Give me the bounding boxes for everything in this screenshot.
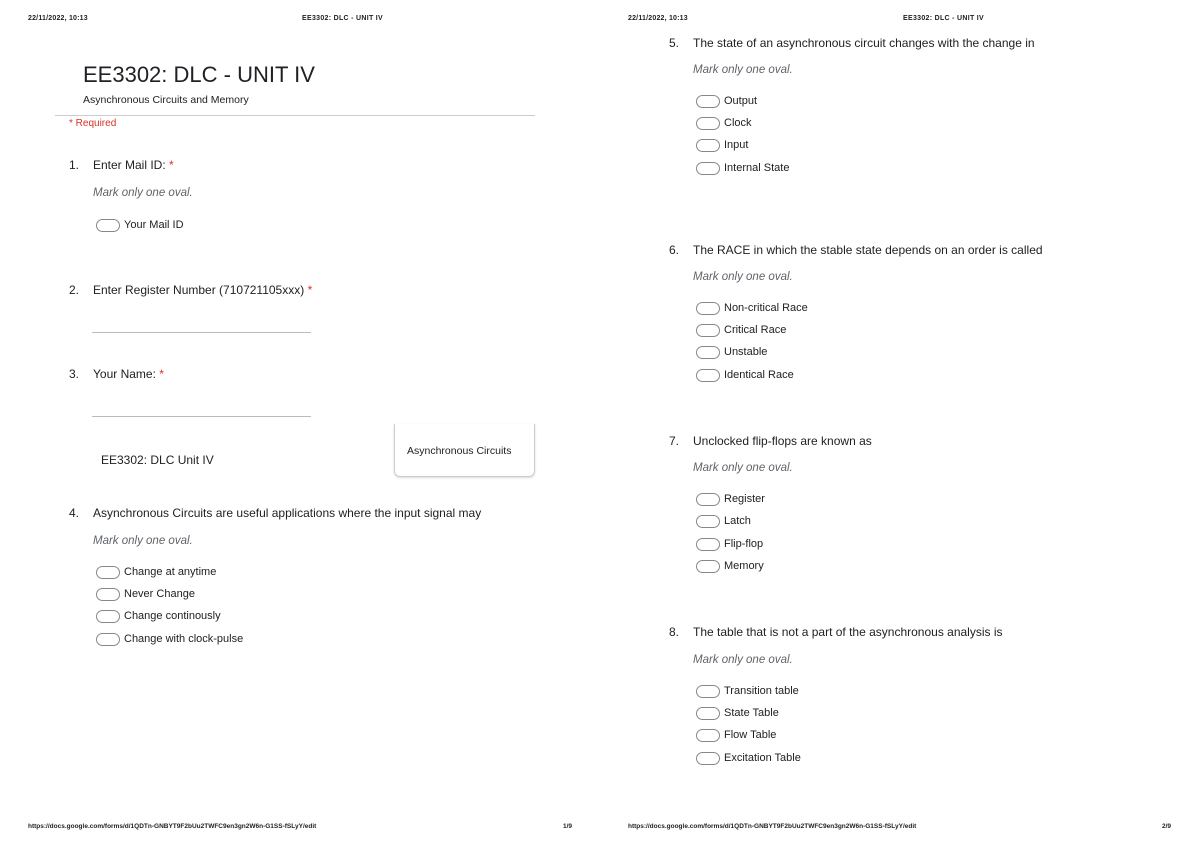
option-label: Latch bbox=[724, 515, 751, 527]
radio-oval[interactable] bbox=[696, 560, 720, 573]
radio-oval[interactable] bbox=[696, 685, 720, 698]
option-label: Critical Race bbox=[724, 324, 787, 336]
option-label: State Table bbox=[724, 707, 779, 719]
radio-oval[interactable] bbox=[696, 139, 720, 152]
header-date: 22/11/2022, 10:13 bbox=[628, 15, 688, 22]
option-label: Excitation Table bbox=[724, 752, 801, 764]
radio-oval[interactable] bbox=[696, 538, 720, 551]
form-title: EE3302: DLC - UNIT IV bbox=[83, 62, 315, 87]
radio-oval[interactable] bbox=[696, 346, 720, 359]
question-text: Asynchronous Circuits are useful applications where the input signal may bbox=[93, 506, 482, 520]
question-text: Unclocked flip-flops are known as bbox=[693, 434, 872, 448]
radio-oval[interactable] bbox=[696, 515, 720, 528]
question-text: Your Name: * bbox=[93, 367, 164, 381]
question-text: The state of an asynchronous circuit changes with the change in bbox=[693, 36, 1035, 50]
radio-oval[interactable] bbox=[696, 493, 720, 506]
required-note: * Required bbox=[69, 118, 117, 129]
question-5 bbox=[669, 36, 1119, 52]
register-number-field[interactable] bbox=[92, 332, 311, 333]
section-title: EE3302: DLC Unit IV bbox=[101, 453, 214, 467]
option-label: Transition table bbox=[724, 685, 799, 697]
option-label: Change with clock-pulse bbox=[124, 633, 244, 645]
option-label: Flow Table bbox=[724, 729, 777, 741]
footer-page-number: 1/9 bbox=[563, 823, 573, 830]
footer-url: https://docs.google.com/forms/d/1QDTn-GNBYT9F2bUu2TWFC9en3gn2W6n-G1SS-fSLyY/edit bbox=[628, 823, 917, 830]
question-8 bbox=[669, 625, 1119, 641]
question-number: 1. bbox=[69, 158, 80, 172]
radio-oval[interactable] bbox=[696, 369, 720, 382]
question-number: 8. bbox=[669, 625, 680, 639]
radio-oval[interactable] bbox=[696, 95, 720, 108]
section-box bbox=[394, 424, 535, 477]
radio-oval[interactable] bbox=[696, 324, 720, 337]
question-7 bbox=[669, 434, 1119, 450]
option-label: Non-critical Race bbox=[724, 302, 808, 314]
required-star: * bbox=[307, 283, 313, 297]
question-4 bbox=[69, 506, 519, 522]
radio-oval[interactable] bbox=[696, 302, 720, 315]
option-label: Your Mail ID bbox=[124, 219, 184, 231]
question-number: 2. bbox=[69, 283, 80, 297]
mark-one-hint: Mark only one oval. bbox=[93, 535, 193, 547]
option-label: Flip-flop bbox=[724, 538, 764, 550]
radio-oval[interactable] bbox=[696, 752, 720, 765]
option-label: Memory bbox=[724, 560, 764, 572]
option-label: Never Change bbox=[124, 588, 195, 600]
option-label: Internal State bbox=[724, 162, 790, 174]
option-label: Unstable bbox=[724, 346, 768, 358]
option-label: Change continously bbox=[124, 610, 221, 622]
question-3 bbox=[69, 367, 489, 383]
radio-oval[interactable] bbox=[696, 117, 720, 130]
question-number: 6. bbox=[669, 243, 680, 257]
question-text: The table that is not a part of the asynchronous analysis is bbox=[693, 625, 1003, 639]
section-box-label: Asynchronous Circuits bbox=[407, 445, 512, 457]
radio-oval[interactable] bbox=[96, 610, 120, 623]
mark-one-hint: Mark only one oval. bbox=[693, 462, 793, 474]
header-title: EE3302: DLC - UNIT IV bbox=[302, 15, 383, 22]
required-star: * bbox=[169, 158, 174, 172]
mark-one-hint: Mark only one oval. bbox=[693, 654, 793, 666]
question-1 bbox=[69, 158, 489, 174]
radio-oval[interactable] bbox=[696, 162, 720, 175]
question-text: Enter Mail ID: * bbox=[93, 158, 174, 172]
question-2 bbox=[69, 283, 489, 299]
option-label: Change at anytime bbox=[124, 566, 217, 578]
option-label: Identical Race bbox=[724, 369, 794, 381]
title-divider bbox=[55, 115, 535, 116]
name-field[interactable] bbox=[92, 416, 311, 417]
mark-one-hint: Mark only one oval. bbox=[93, 187, 193, 199]
form-description: Asynchronous Circuits and Memory bbox=[83, 94, 249, 106]
question-text: The RACE in which the stable state depends on an order is called bbox=[693, 243, 1043, 257]
question-number: 5. bbox=[669, 36, 680, 50]
mark-one-hint: Mark only one oval. bbox=[693, 64, 793, 76]
header-date: 22/11/2022, 10:13 bbox=[28, 15, 88, 22]
question-6 bbox=[669, 243, 1129, 259]
page-2 bbox=[600, 0, 1200, 849]
header-title: EE3302: DLC - UNIT IV bbox=[903, 15, 984, 22]
question-text: Enter Register Number (710721105xxx) * bbox=[93, 283, 313, 297]
question-number: 7. bbox=[669, 434, 680, 448]
radio-oval[interactable] bbox=[96, 633, 120, 646]
option-label: Output bbox=[724, 95, 758, 107]
footer-url: https://docs.google.com/forms/d/1QDTn-GNBYT9F2bUu2TWFC9en3gn2W6n-G1SS-fSLyY/edit bbox=[28, 823, 317, 830]
radio-oval[interactable] bbox=[96, 219, 120, 232]
radio-oval[interactable] bbox=[96, 588, 120, 601]
footer-page-number: 2/9 bbox=[1162, 823, 1172, 830]
option-label: Input bbox=[724, 139, 749, 151]
radio-oval[interactable] bbox=[96, 566, 120, 579]
radio-oval[interactable] bbox=[696, 707, 720, 720]
option-label: Clock bbox=[724, 117, 752, 129]
question-number: 4. bbox=[69, 506, 80, 520]
question-number: 3. bbox=[69, 367, 80, 381]
option-label: Register bbox=[724, 493, 765, 505]
required-star: * bbox=[159, 367, 164, 381]
mark-one-hint: Mark only one oval. bbox=[693, 271, 793, 283]
radio-oval[interactable] bbox=[696, 729, 720, 742]
